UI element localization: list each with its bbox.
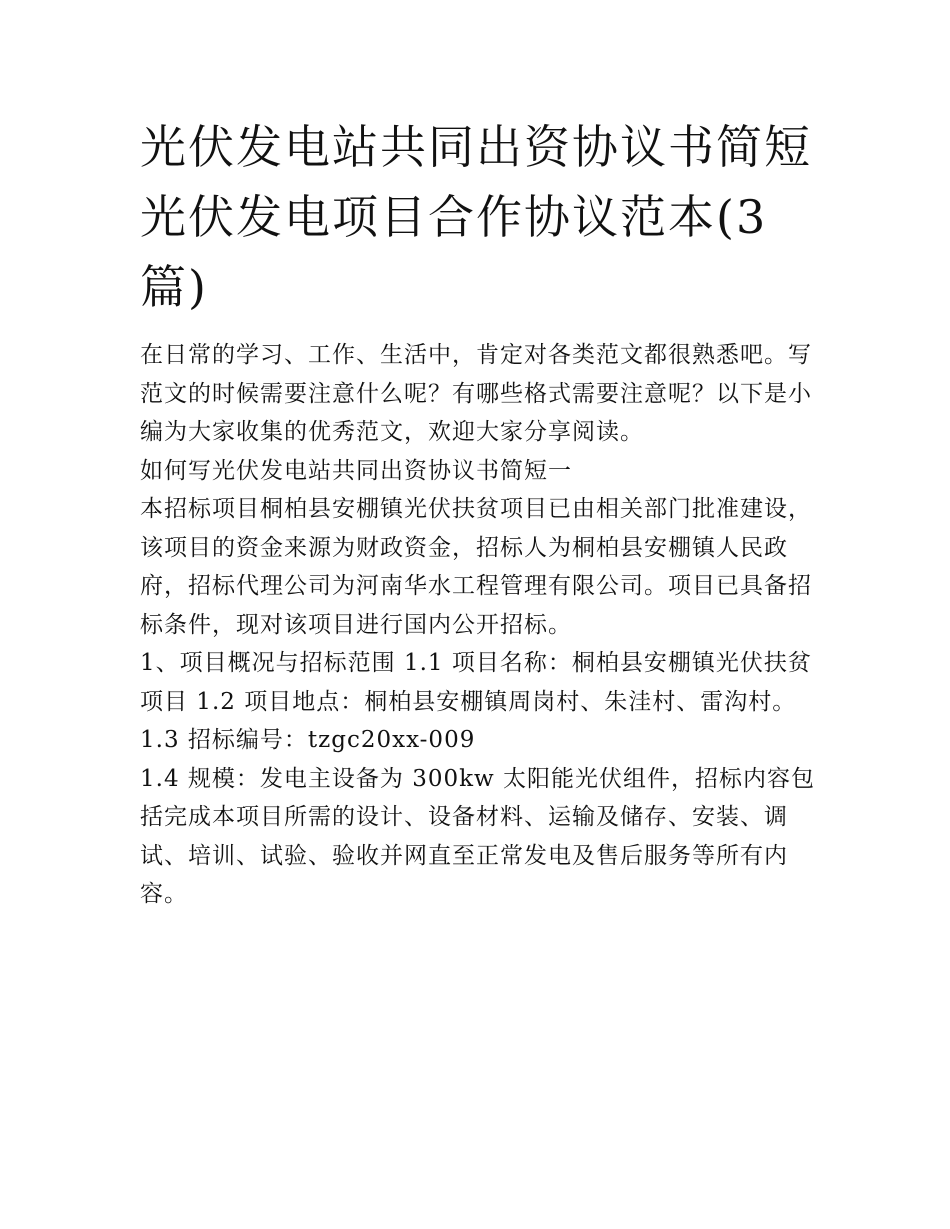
- scale-paragraph: 1.4 规模：发电主设备为 300kw 太阳能光伏组件，招标内容包括完成本项目所需的设计、设备材料、运输及储存、安装、调试、培训、试验、验收并网直至正常发电及售后服务等所有内容。: [140, 765, 816, 907]
- project-paragraph: 本招标项目桐柏县安棚镇光伏扶贫项目已由相关部门批准建设，该项目的资金来源为财政资金，招标人为桐柏县安棚镇人民政府，招标代理公司为河南华水工程管理有限公司。项目已具备招标条件，现对该项目进行国内公开招标。: [140, 496, 812, 638]
- project-overview-paragraph: 1、项目概况与招标范围 1.1 项目名称：桐柏县安棚镇光伏扶贫项目 1.2 项目地点：桐柏县安棚镇周岗村、朱洼村、雷沟村。: [140, 650, 812, 715]
- document-title: 光伏发电站共同出资协议书简短 光伏发电项目合作协议范本(3篇): [140, 120, 812, 314]
- bid-number-paragraph: 1.3 招标编号：tzgc20xx-009: [140, 727, 476, 753]
- intro-paragraph: 在日常的学习、工作、生活中，肯定对各类范文都很熟悉吧。写范文的时候需要注意什么呢？有哪些格式需要注意呢？以下是小编为大家收集的优秀范文，欢迎大家分享阅读。: [140, 342, 812, 445]
- section-heading: 如何写光伏发电站共同出资协议书简短一: [140, 457, 572, 484]
- document-body: [140, 112, 820, 914]
